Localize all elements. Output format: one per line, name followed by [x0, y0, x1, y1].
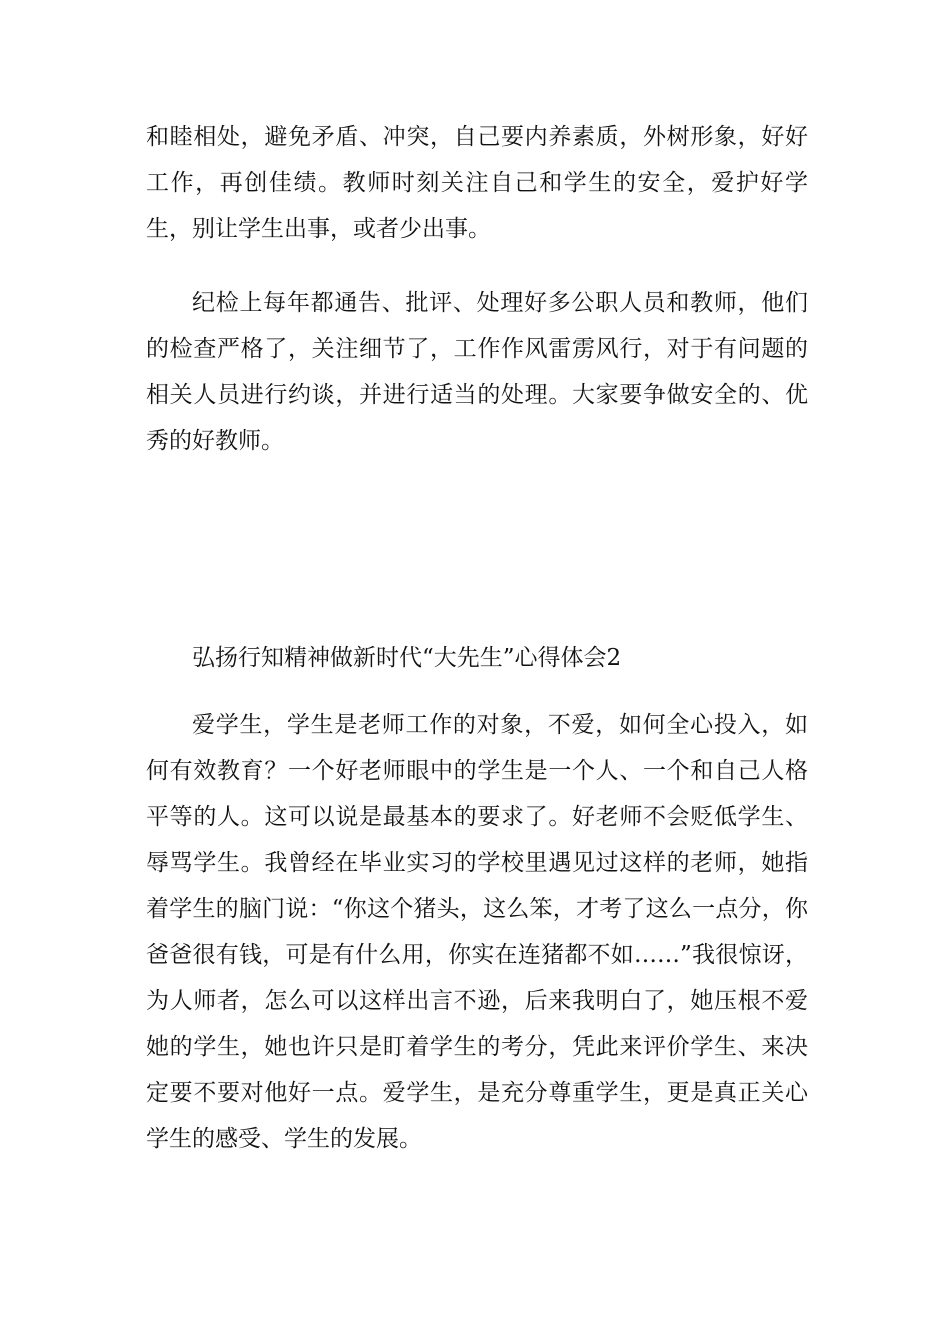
paragraph-continuation: 和睦相处，避免矛盾、冲突，自己要内养素质，外树形象，好好工作，再创佳绩。教师时刻关注自己和学生的安全，爱护好学生，别让学生出事，或者少出事。	[146, 124, 808, 242]
paragraph-love-students: 爱学生，学生是老师工作的对象，不爱，如何全心投入，如何有效教育？一个好老师眼中的学生是一个人、一个和自己人格平等的人。这可以说是最基本的要求了。好老师不会贬低学生、辱骂学生。我曾经在毕业实习的学校里遇见过这样的老师，她指着学生的脑门说：“你这个猪头，这么笨，才考了这么一点分，你爸爸很有钱，可是有什么用，你实在连猪都不如……”我很惊讶，为人师者，怎么可以这样出言不逊，后来我明白了，她压根不爱她的学生，她也许只是盯着学生的考分，凭此来评价学生、来决定要不要对他好一点。爱学生，是充分尊重学生，更是真正关心学生的感受、学生的发展。	[146, 712, 808, 1152]
paragraph-discipline-inspection: 纪检上每年都通告、批评、处理好多公职人员和教师，他们的检查严格了，关注细节了，工作作风雷雳风行，对于有问题的相关人员进行约谈，并进行适当的处理。大家要争做安全的、优秀的好教师。	[146, 290, 808, 454]
section-heading: 弘扬行知精神做新时代“大先生”心得体会2	[192, 645, 622, 671]
